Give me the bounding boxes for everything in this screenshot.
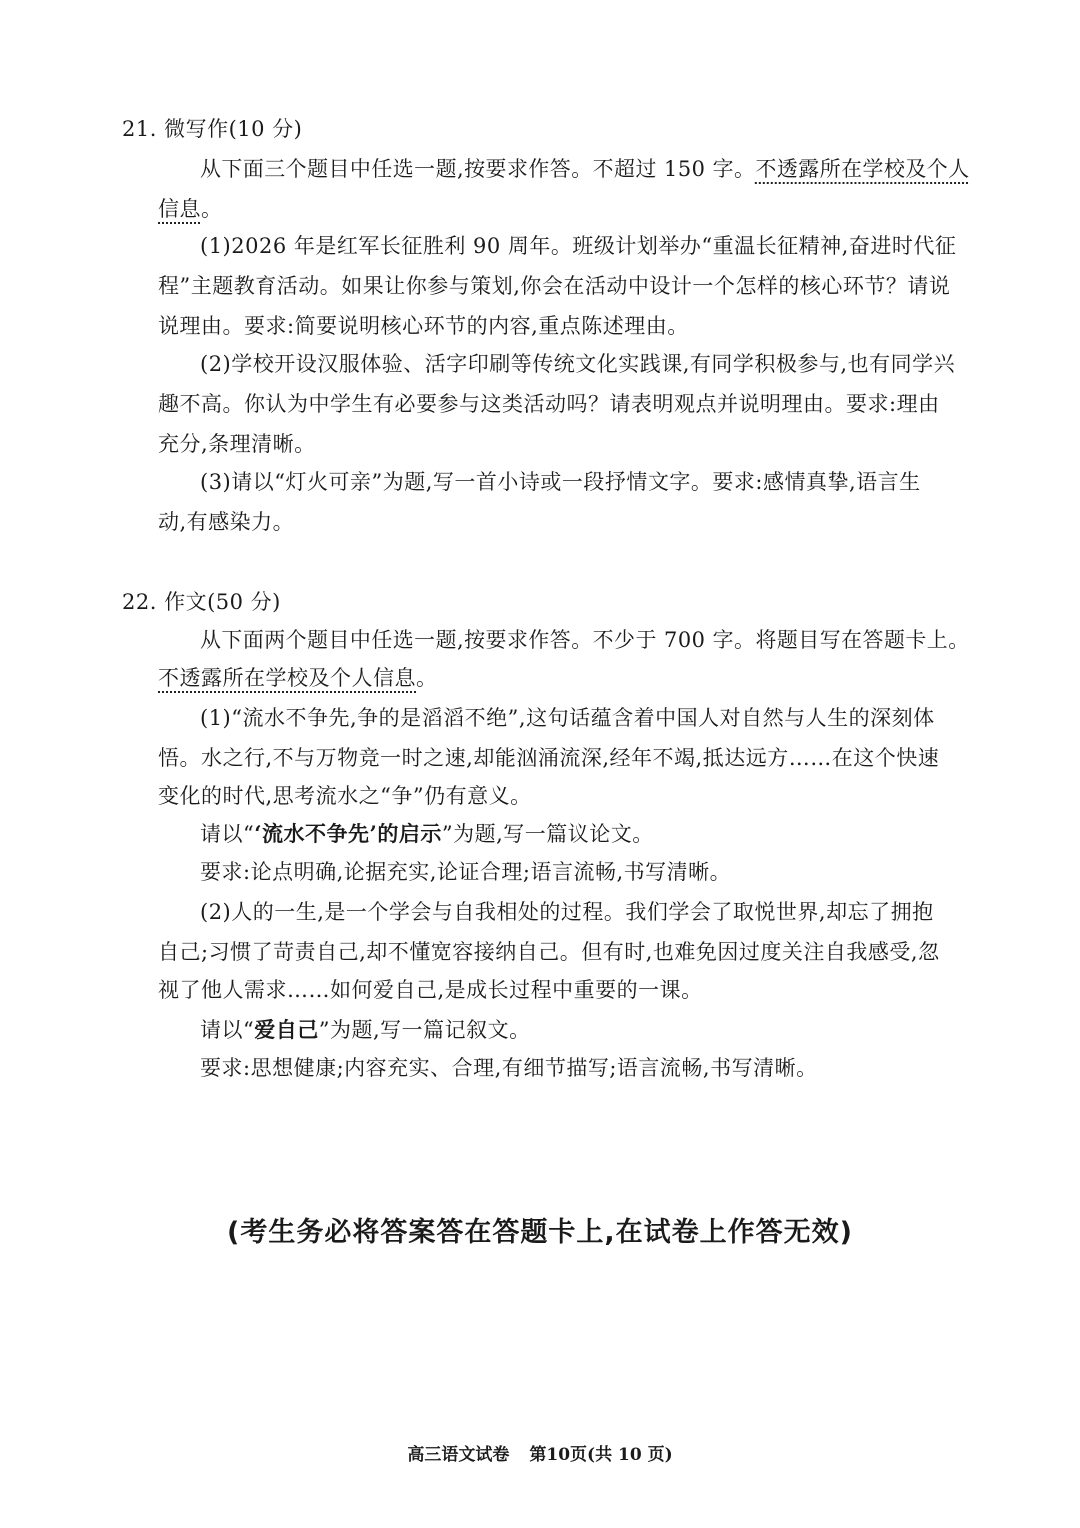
q22-option2-line1: (2)人的一生,是一个学会与自我相处的过程。我们学会了取悦世界,却忘了拥抱 <box>200 900 934 924</box>
q21-intro-emphasis: 不透露所在学校及个人 <box>755 157 970 181</box>
q22-title: 22. 作文(50 分) <box>122 590 281 614</box>
q22-option1-requirements: 要求:论点明确,论据充实,论证合理;语言流畅,书写清晰。 <box>200 860 732 884</box>
q21-intro-end: 。 <box>201 197 223 221</box>
q22-option2-topic-pre: 请以“ <box>200 1018 255 1042</box>
q21-option1-line1: (1)2026 年是红军长征胜利 90 周年。班级计划举办“重温长征精神,奋进时代征 <box>200 234 957 258</box>
page-footer <box>0 1440 1080 1465</box>
q22-intro-emphasis: 不透露所在学校及个人信息 <box>158 666 416 690</box>
q21-intro-line2 <box>158 195 223 223</box>
footer-subject: 高三语文试卷 <box>407 1445 510 1465</box>
q21-option1-line2: 程”主题教育活动。如果让你参与策划,你会在活动中设计一个怎样的核心环节？请说 <box>158 274 951 298</box>
q22-intro-line2 <box>158 664 438 692</box>
q22-option2-line2: 自己;习惯了苛责自己,却不懂宽容接纳自己。但有时,也难免因过度关注自我感受,忽 <box>158 940 940 964</box>
q21-title: 21. 微写作(10 分) <box>122 117 303 141</box>
q22-option1-line2: 悟。水之行,不与万物竞一时之速,却能汹涌流深,经年不竭,抵达远方……在这个快速 <box>158 746 940 770</box>
q22-option2-topic-title: 爱自己 <box>254 1017 319 1042</box>
q22-intro-end: 。 <box>416 666 438 690</box>
q21-option2-line2: 趣不高。你认为中学生有必要参与这类活动吗？请表明观点并说明理由。要求:理由 <box>158 392 940 416</box>
q21-option1-line3: 说理由。要求:简要说明核心环节的内容,重点陈述理由。 <box>158 314 689 338</box>
answer-sheet-notice: (考生务必将答案答在答题卡上,在试卷上作答无效) <box>227 1217 853 1248</box>
q22-option1-topic-pre: 请以“ <box>200 822 255 846</box>
q22-option1-line1: (1)“流水不争先,争的是滔滔不绝”,这句话蕴含着中国人对自然与人生的深刻体 <box>200 706 935 730</box>
q21-intro-emphasis-cont: 信息 <box>158 197 201 221</box>
footer-page-number: 第10页(共 10 页) <box>529 1445 673 1465</box>
q22-option1-line3: 变化的时代,思考流水之“争”仍有意义。 <box>158 784 532 808</box>
q21-option3-line2: 动,有感染力。 <box>158 510 295 534</box>
q22-option2-topic-post: ”为题,写一篇记叙文。 <box>318 1018 531 1042</box>
q21-intro-line1 <box>200 155 970 183</box>
q21-option2-line1: (2)学校开设汉服体验、活字印刷等传统文化实践课,有同学积极参与,也有同学兴 <box>200 352 956 376</box>
q22-option1-topic-post: ”为题,写一篇议论文。 <box>441 822 654 846</box>
q21-option3-line1: (3)请以“灯火可亲”为题,写一首小诗或一段抒情文字。要求:感情真挚,语言生 <box>200 470 921 494</box>
q21-option2-line3: 充分,条理清晰。 <box>158 432 316 456</box>
q22-option2-topic <box>200 1016 531 1044</box>
q22-option1-topic <box>200 820 654 848</box>
q22-option2-line3: 视了他人需求……如何爱自己,是成长过程中重要的一课。 <box>158 978 703 1002</box>
q22-intro-line1: 从下面两个题目中任选一题,按要求作答。不少于 700 字。将题目写在答题卡上。 <box>200 628 970 652</box>
q22-option1-topic-title: ‘流水不争先’的启示 <box>254 821 442 846</box>
q22-option2-requirements: 要求:思想健康;内容充实、合理,有细节描写;语言流畅,书写清晰。 <box>200 1056 818 1080</box>
q21-intro-text: 从下面三个题目中任选一题,按要求作答。不超过 150 字。 <box>200 157 756 181</box>
